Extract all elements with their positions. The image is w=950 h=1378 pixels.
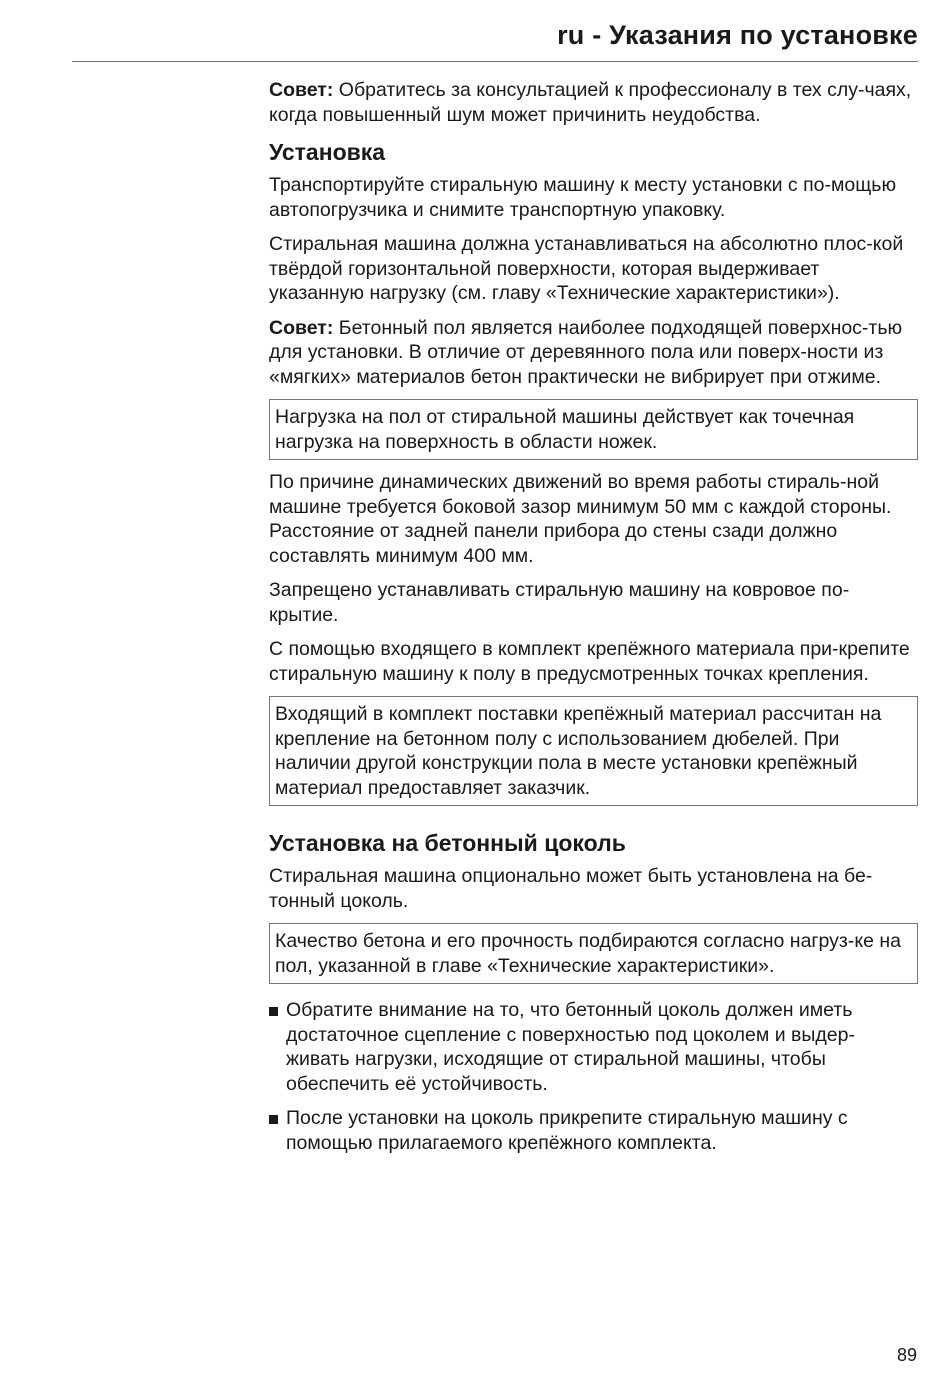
tip-text: Бетонный пол является наиболее подходящей поверхнос-тью для установки. В отличие от деревянного пола или поверх-ности из «мягких» материалов бетон практически не вибрирует при отжиме.: [269, 316, 903, 388]
paragraph: Стиральная машина опционально может быть установлена на бе-тонный цоколь.: [269, 865, 873, 912]
document-body: [269, 78, 918, 1165]
square-bullet-icon: [269, 1115, 278, 1124]
note-box: Нагрузка на пол от стиральной машины действует как точечная нагрузка на поверхность в области ножек.: [269, 399, 918, 460]
paragraph: Запрещено устанавливать стиральную машину на ковровое по-крытие.: [269, 579, 850, 626]
list-item: Обратите внимание на то, что бетонный цоколь должен иметь достаточное сцепление с поверхностью под цоколем и выдер-живать нагрузки, исходящие от стиральной машины, чтобы обеспечить её устойчивость.: [269, 998, 918, 1096]
note-box: Входящий в комплект поставки крепёжный материал рассчитан на крепление на бетонном полу с использованием дюбелей. При наличии другой конструкции пола в месте установки крепёжный материал предоставляет заказчик.: [269, 696, 918, 806]
section-heading-concrete-base: Установка на бетонный цоколь: [269, 830, 626, 856]
page-header-title: ru - Указания по установке: [557, 20, 918, 50]
paragraph: По причине динамических движений во время работы стираль-ной машине требуется боковой зазор минимум 50 мм с каждой стороны. Расстояние от задней панели прибора до стены сзади должно составлять минимум 400 мм.: [269, 471, 892, 567]
paragraph: Транспортируйте стиральную машину к месту установки с по-мощью автопогрузчика и снимите транспортную упаковку.: [269, 174, 897, 221]
paragraph: С помощью входящего в комплект крепёжного материала при-крепите стиральную машину к полу в предусмотренных точках крепления.: [269, 638, 910, 685]
header-divider: [72, 61, 918, 62]
page-number: 89: [896, 1345, 917, 1365]
tip-paragraph: [269, 316, 918, 390]
tip-text: Обратитесь за консультацией к профессионалу в тех слу-чаях, когда повышенный шум может причинить неудобства.: [269, 79, 912, 126]
note-box: Качество бетона и его прочность подбираются согласно нагруз-ке на пол, указанной в главе «Технические характеристики».: [269, 923, 918, 984]
bullet-list: [269, 998, 918, 1155]
square-bullet-icon: [269, 1007, 278, 1016]
intro-tip: [269, 78, 918, 127]
paragraph: Стиральная машина должна устанавливаться на абсолютно плос-кой твёрдой горизонтальной поверхности, которая выдерживает указанную нагрузку (см. главу «Технические характеристики»).: [269, 233, 904, 304]
tip-label: Совет:: [269, 316, 334, 339]
tip-label: Совет:: [269, 79, 334, 101]
list-item: После установки на цоколь прикрепите стиральную машину с помощью прилагаемого крепёжного комплекта.: [269, 1106, 918, 1155]
section-heading-installation: Установка: [269, 139, 386, 165]
